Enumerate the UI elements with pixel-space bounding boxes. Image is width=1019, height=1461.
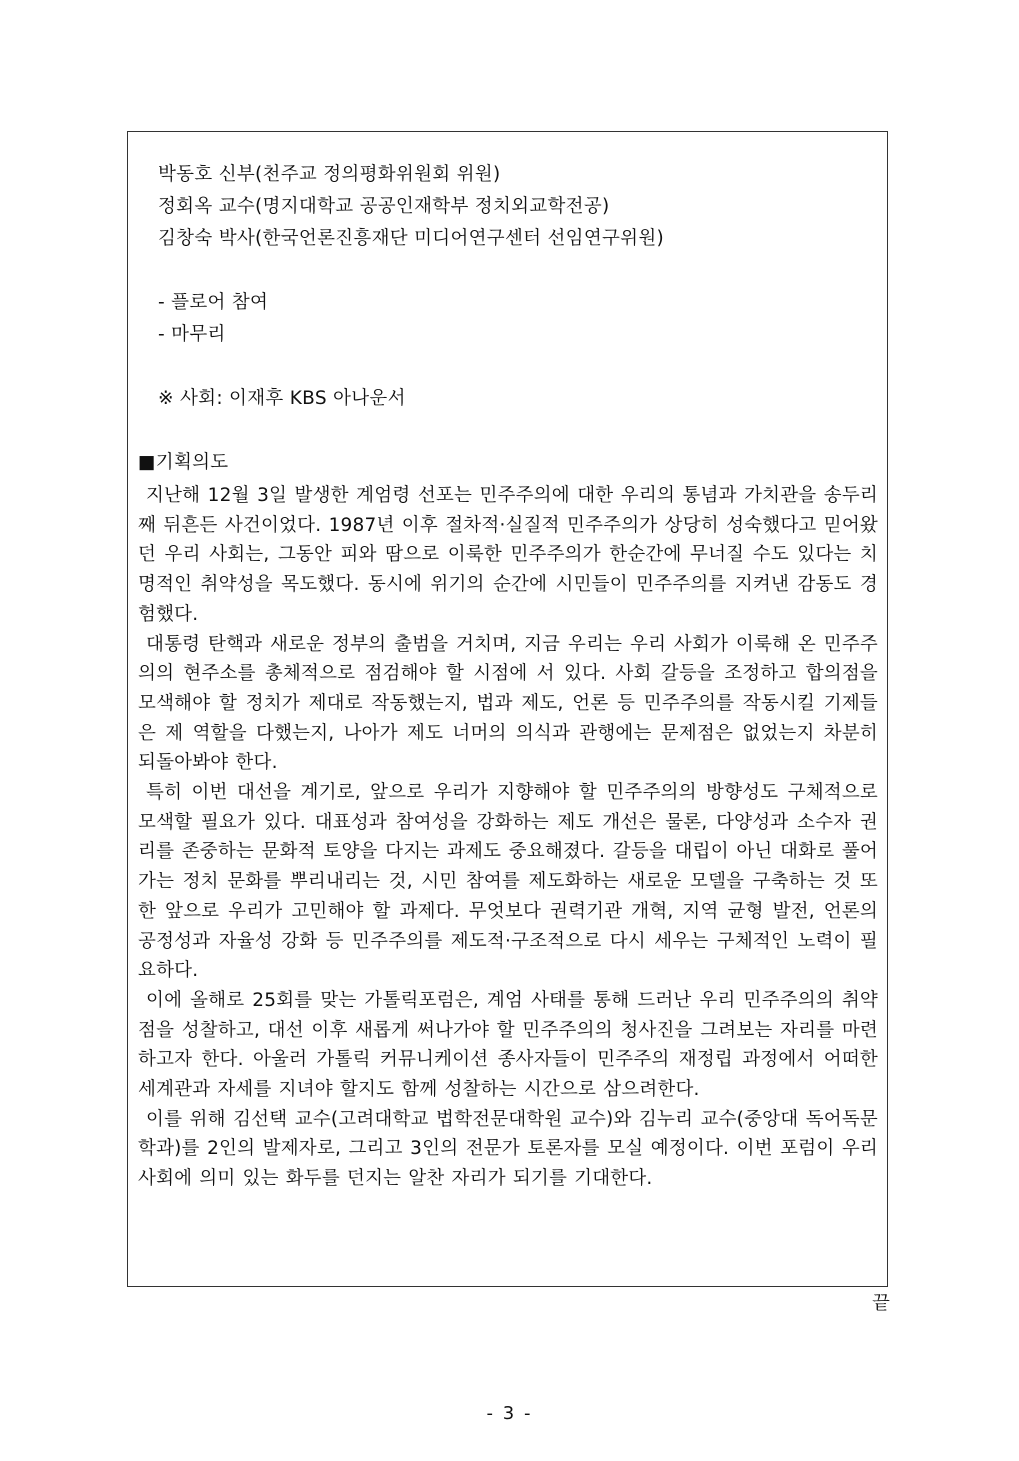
planning-intent-body — [138, 481, 878, 1194]
paragraph-4: 이에 올해로 25회를 맞는 가톨릭포럼은, 계엄 사태를 통해 드러난 우리 민주주의의 취약점을 성찰하고, 대선 이후 새롭게 써나가야 할 민주주의의 청사진을 그려보는 자리를 마련하고자 한다. 아울러 가톨릭 커뮤니케이션 종사자들이 민주주의 재정립 과정에서 어떠한 세계관과 자세를 지녀야 할지도 함께 성찰하는 시간으로 삼으려한다. — [138, 989, 878, 1101]
moderator-note: ※ 사회: 이재후 KBS 아나운서 — [158, 388, 406, 409]
panelist-2: 정회옥 교수(명지대학교 공공인재학부 정치외교학전공) — [158, 196, 610, 217]
page-number: - 3 - — [486, 1403, 533, 1424]
section-heading: ■기획의도 — [138, 452, 229, 473]
paragraph-5: 이를 위해 김선택 교수(고려대학교 법학전문대학원 교수)와 김누리 교수(중앙대 독어독문학과)를 2인의 발제자로, 그리고 3인의 전문가 토론자를 모실 예정이다. 이번 포럼이 우리 사회에 의미 있는 화두를 던지는 알찬 자리가 되기를 기대한다. — [138, 1108, 878, 1190]
program-item-floor: - 플로어 참여 — [158, 292, 269, 313]
panelist-1: 박동호 신부(천주교 정의평화위원회 위원) — [158, 164, 501, 185]
paragraph-1: 지난해 12월 3일 발생한 계엄령 선포는 민주주의에 대한 우리의 통념과 가치관을 송두리째 뒤흔든 사건이었다. 1987년 이후 절차적·실질적 민주주의가 상당히 성숙했다고 믿어왔던 우리 사회는, 그동안 피와 땀으로 이룩한 민주주의가 한순간에 무너질 수도 있다는 치명적인 취약성을 목도했다. 동시에 위기의 순간에 시민들이 민주주의를 지켜낸 감동도 경험했다. — [138, 485, 878, 625]
end-mark: 끝 — [872, 1293, 890, 1314]
program-item-closing: - 마무리 — [158, 324, 226, 345]
paragraph-3: 특히 이번 대선을 계기로, 앞으로 우리가 지향해야 할 민주주의의 방향성도 구체적으로 모색할 필요가 있다. 대표성과 참여성을 강화하는 제도 개선은 물론, 다양성과 소수자 권리를 존중하는 문화적 토양을 다지는 과제도 중요해졌다. 갈등을 대립이 아닌 대화로 풀어가는 정치 문화를 뿌리내리는 것, 시민 참여를 제도화하는 새로운 모델을 구축하는 것 또한 앞으로 우리가 고민해야 할 과제다. 무엇보다 권력기관 개혁, 지역 균형 발전, 언론의 공정성과 자율성 강화 등 민주주의를 제도적·구조적으로 다시 세우는 구체적인 노력이 필요하다. — [138, 782, 878, 982]
panelist-3: 김창숙 박사(한국언론진흥재단 미디어연구센터 선임연구위원) — [158, 228, 665, 249]
paragraph-2: 대통령 탄핵과 새로운 정부의 출범을 거치며, 지금 우리는 우리 사회가 이룩해 온 민주주의의 현주소를 총체적으로 점검해야 할 시점에 서 있다. 사회 갈등을 조정하고 합의점을 모색해야 할 정치가 제대로 작동했는지, 법과 제도, 언론 등 민주주의를 작동시킬 기제들은 제 역할을 다했는지, 나아가 제도 너머의 의식과 관행에는 문제점은 없었는지 차분히 되돌아봐야 한다. — [138, 633, 878, 774]
